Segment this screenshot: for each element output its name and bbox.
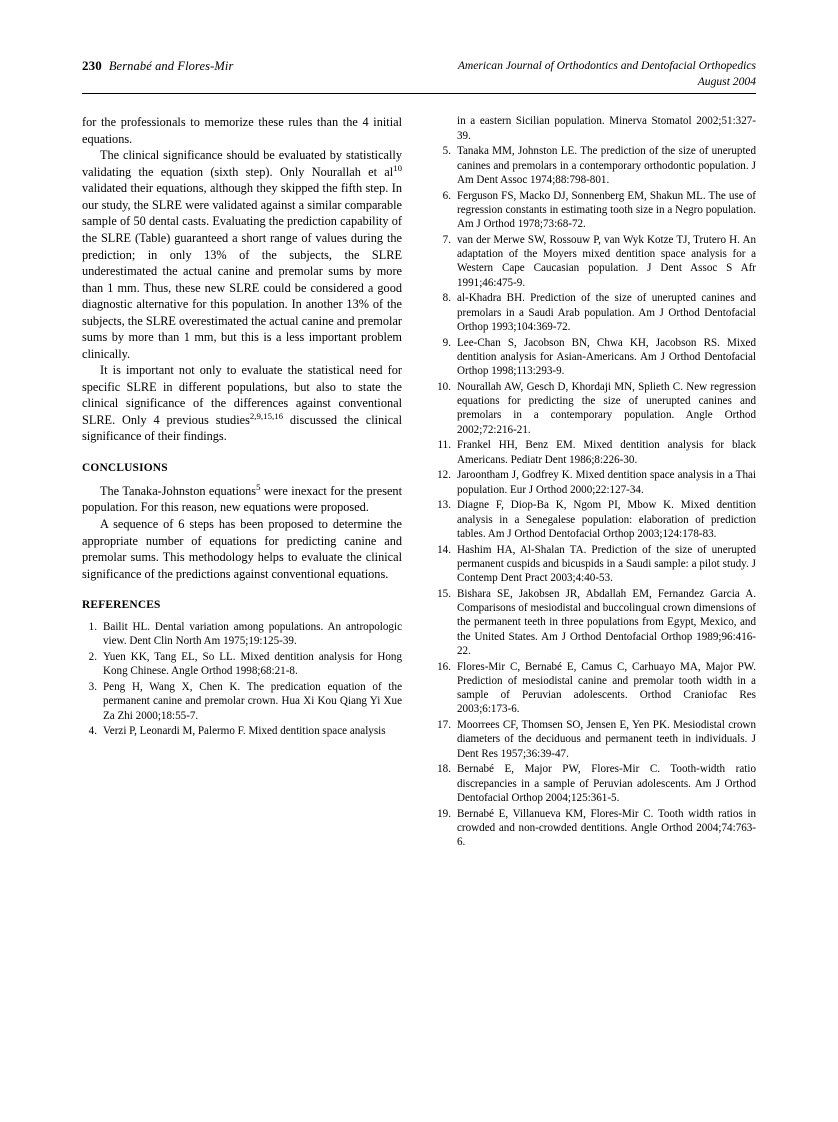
reference-text: Frankel HH, Benz EM. Mixed dentition analysis for black Americans. Pediatr Dent 1986;8:226-30. bbox=[457, 439, 756, 466]
heading-references: REFERENCES bbox=[82, 599, 161, 612]
journal-issue-date: August 2004 bbox=[697, 74, 756, 88]
two-column-body bbox=[82, 114, 756, 851]
reference-item bbox=[436, 543, 756, 586]
reference-list-left bbox=[82, 620, 402, 739]
reference-item bbox=[436, 587, 756, 658]
reference-item bbox=[436, 807, 756, 850]
reference-text: al-Khadra BH. Prediction of the size of unerupted canines and premolars in a Saudi Arab population. Am J Orthod Dentofacial Orthop 1993;104:369-72. bbox=[457, 292, 756, 333]
reference-text: Verzi P, Leonardi M, Palermo F. Mixed dentition space analysis bbox=[103, 725, 386, 738]
running-authors: Bernabé and Flores-Mir bbox=[108, 59, 234, 73]
reference-item bbox=[436, 498, 756, 541]
reference-text: Diagne F, Diop-Ba K, Ngom PI, Mbow K. Mixed dentition analysis in a Senegalese population: elaboration of prediction tables. Am J Orthod Dentofacial Orthop 2003;124:178-83. bbox=[457, 499, 756, 540]
reference-text: in a eastern Sicilian population. Minerva Stomatol 2002;51:327-39. bbox=[457, 115, 756, 142]
reference-number: 18. bbox=[437, 763, 451, 776]
journal-title: American Journal of Orthodontics and Dentofacial Orthopedics bbox=[457, 59, 756, 72]
reference-text: Bernabé E, Villanueva KM, Flores-Mir C. Tooth width ratios in crowded and non-crowded dentitions. Angle Orthod 2004;74:763-6. bbox=[457, 807, 756, 849]
reference-number: 2. bbox=[88, 651, 97, 664]
reference-item bbox=[436, 189, 756, 232]
reference-number: 9. bbox=[442, 336, 451, 349]
reference-number: 13. bbox=[437, 499, 451, 512]
reference-number: 6. bbox=[442, 189, 451, 202]
reference-number: 11. bbox=[437, 439, 451, 452]
header-right bbox=[458, 58, 756, 89]
reference-number: 14. bbox=[437, 543, 451, 556]
reference-item bbox=[82, 724, 402, 738]
page-header bbox=[82, 58, 756, 94]
reference-text: Flores-Mir C, Bernabé E, Camus C, Carhuayo MA, Major PW. Prediction of mesiodistal canine and premolar tooth width in a sample of Peruvian adolescents. Orthod Craniofac Res 2003;6:173-6. bbox=[457, 660, 756, 716]
reference-item bbox=[436, 336, 756, 379]
reference-text: Peng H, Wang X, Chen K. The predication equation of the permanent canine and premolar crown. Hua Xi Kou Qiang Yi Xue Za Zhi 2000;18:55-7. bbox=[103, 681, 402, 722]
left-column bbox=[82, 114, 402, 851]
reference-item bbox=[436, 762, 756, 805]
reference-text: Bailit HL. Dental variation among populations. An antropologic view. Dent Clin North Am 1975;19:125-39. bbox=[103, 621, 402, 648]
reference-number: 8. bbox=[442, 292, 451, 305]
reference-text: Nourallah AW, Gesch D, Khordaji MN, Splieth C. New regression equations for predicting the size of unerupted canines and premolars in a contemporary population. Angle Orthod 2002;72:216-21. bbox=[457, 380, 756, 436]
reference-item bbox=[436, 144, 756, 187]
reference-item bbox=[436, 438, 756, 467]
reference-item bbox=[436, 380, 756, 437]
reference-list-right bbox=[436, 114, 756, 849]
reference-number: 12. bbox=[437, 469, 451, 482]
reference-item bbox=[82, 680, 402, 723]
reference-text: Bishara SE, Jakobsen JR, Abdallah EM, Fernandez Garcia A. Comparisons of mesiodistal and buccolingual crown dimensions of the permanent teeth in three populations from Egypt, Mexico, and the United States. Am J Orthod Dentofacial Orthop 1989;96:416-22. bbox=[457, 587, 756, 657]
reference-text: Hashim HA, Al-Shalan TA. Prediction of the size of unerupted permanent cuspids and bicuspids in a Saudi sample: a pilot study. J Contemp Dent Pract 2003;4:40-53. bbox=[457, 543, 756, 585]
reference-item bbox=[82, 620, 402, 649]
page-content bbox=[82, 58, 756, 851]
reference-text: Tanaka MM, Johnston LE. The prediction of the size of unerupted canines and premolars in a contemporary orthodontic population. J Am Dent Assoc 1974;88:798-801. bbox=[457, 145, 756, 186]
reference-number: 15. bbox=[437, 587, 451, 600]
reference-number: 1. bbox=[88, 621, 97, 634]
reference-number: 5. bbox=[442, 145, 451, 158]
reference-number: 7. bbox=[442, 233, 451, 246]
reference-text: Jaroontham J, Godfrey K. Mixed dentition space analysis in a Thai population. Eur J Orthod 2000;22:127-34. bbox=[457, 469, 756, 496]
reference-text: van der Merwe SW, Rossouw P, van Wyk Kotze TJ, Trutero H. An adaptation of the Moyers mixed dentition space analysis for a Western Cape Caucasian population. J Dent Assoc S Afr 1991;46:475-9. bbox=[457, 233, 756, 289]
reference-number: 16. bbox=[437, 660, 451, 673]
reference-item bbox=[436, 468, 756, 497]
reference-item bbox=[436, 114, 756, 143]
heading-conclusions: CONCLUSIONS bbox=[82, 461, 168, 474]
reference-item bbox=[436, 233, 756, 290]
reference-number: 17. bbox=[437, 719, 451, 732]
reference-text: Ferguson FS, Macko DJ, Sonnenberg EM, Shakun ML. The use of regression constants in estimating tooth size in a Negro population. Am J Orthod 1978;73:68-72. bbox=[457, 189, 756, 231]
reference-text: Yuen KK, Tang EL, So LL. Mixed dentition analysis for Hong Kong Chinese. Angle Orthod 1998;68:21-8. bbox=[103, 651, 402, 678]
reference-text: Lee-Chan S, Jacobson BN, Chwa KH, Jacobson RS. Mixed dentition analysis for Asian-Americans. Am J Orthod Dentofacial Orthop 1998;113:293-9. bbox=[457, 336, 756, 378]
page-number: 230 bbox=[82, 58, 102, 73]
reference-item bbox=[436, 718, 756, 761]
reference-item bbox=[436, 291, 756, 334]
paragraph-clinical-significance: The clinical significance should be evaluated by statistically validating the equation (sixth step). Only Nourallah et $al^{10}$ validated their equations, although they skipped the fifth step. In our study, the SLRE were validated against a similar comparable sample of 50 dental casts. Evaluating the prediction capability of the SLRE (Table) guaranteed a short range of values during the prediction; in only 13% of the subjects, the SLRE underestimated the actual canine and premolar sums by more than 1 mm. Thus, these new SLRE could be considered a good diagnostic alternative for this population. In another 13% of the subjects, the SLRE overestimated the actual canine and premolar sums by more than 1 mm, but this is a less important problem clinically. bbox=[82, 148, 402, 361]
conclusion-paragraph-2: A sequence of 6 steps has been proposed to determine the appropriate number of equations for predicting canine and premolar sums. This methodology helps to evaluate the clinical significance of the predictions against conventional equations. bbox=[82, 516, 402, 581]
reference-number: 3. bbox=[88, 681, 97, 694]
header-left bbox=[82, 58, 233, 74]
reference-text: Moorrees CF, Thomsen SO, Jensen E, Yen PK. Mesiodistal crown diameters of the deciduous and permanent teeth in individuals. J Dent Res 1957;36:39-47. bbox=[457, 719, 756, 760]
reference-item bbox=[82, 650, 402, 679]
conclusion-paragraph-1: The Tanaka-Johnston equations$^5$ were inexact for the present population. For this reason, new equations were proposed. bbox=[82, 481, 403, 515]
paragraph-continuation: for the professionals to memorize these rules than the 4 initial equations. bbox=[82, 115, 402, 146]
reference-number: 19. bbox=[437, 807, 451, 820]
reference-item bbox=[436, 660, 756, 717]
reference-number: 4. bbox=[88, 725, 97, 738]
paragraph-importance: It is important not only to evaluate the statistical need for specific SLRE in different populations, but also to state the clinical significance of the differences against conventional SLRE. Only 4 previous studies$^{2,9,15,16}$ discussed the clinical significance of their findings. bbox=[82, 363, 402, 444]
reference-text: Bernabé E, Major PW, Flores-Mir C. Tooth-width ratio discrepancies in a sample of Peruvian adolescents. Am J Orthod Dentofacial Orthop 2004;125:361-5. bbox=[457, 763, 756, 804]
right-column bbox=[436, 114, 756, 851]
reference-number: 10. bbox=[437, 380, 451, 393]
